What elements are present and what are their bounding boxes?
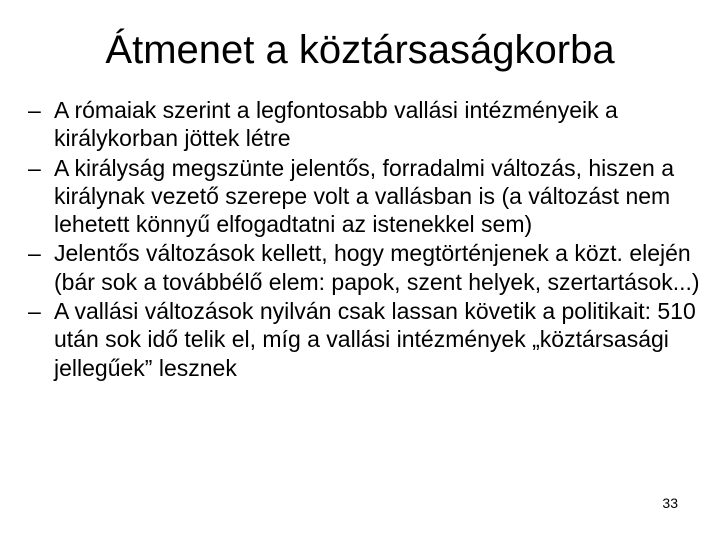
bullet-item (28, 154, 708, 239)
bullet-text: A rómaiak szerint a legfontosabb vallási intézményeik a királykorban jöttek létre (54, 97, 618, 152)
bullet-dash: – (28, 298, 41, 325)
bullet-dash: – (28, 240, 41, 267)
bullet-text: A vallási változások nyilván csak lassan követik a politikait: 510 után sok idő telik el, míg a vallási intézmények „köztársasági jellegűek” lesznek (54, 298, 696, 381)
bullet-item (28, 297, 708, 382)
bullet-text: A királyság megszünte jelentős, forradalmi változás, hiszen a királynak vezető szerepe volt a vallásban is (a változást nem lehetett könnyű elfogadtatni az istenekkel sem) (54, 154, 675, 238)
slide-title: Átmenet a köztársaságkorba (105, 28, 615, 72)
bullet-item (28, 239, 708, 296)
bullet-list (28, 96, 708, 383)
bullet-dash: – (28, 154, 41, 181)
bullet-item (28, 96, 708, 153)
bullet-dash: – (28, 97, 41, 123)
bullet-text: Jelentős változások kellett, hogy megtörténjenek a közt. elején (bár sok a továbbélő elem: papok, szent helyek, szertartások...) (54, 240, 700, 295)
page-number: 33 (662, 495, 678, 511)
